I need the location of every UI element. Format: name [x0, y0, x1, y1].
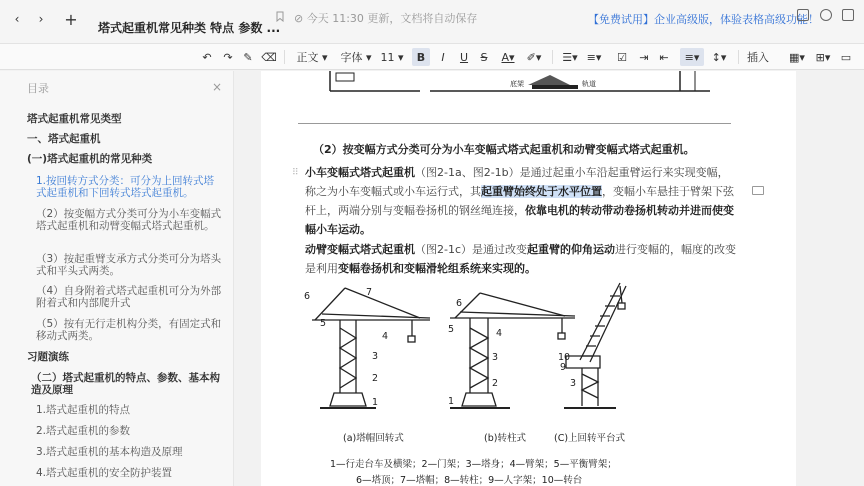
comment-icon[interactable] [752, 186, 764, 195]
crane-label: 7 [366, 287, 373, 298]
bold-text: 小车变幅式塔式起重机 [305, 166, 415, 179]
toc-item[interactable]: 一、塔式起重机 [27, 133, 101, 145]
bold-text: 变幅卷扬机和变幅滑轮组系统来实现的。 [338, 262, 536, 275]
toc-item[interactable]: 2.塔式起重机的参数 [36, 425, 131, 437]
crane-label: 3 [492, 352, 499, 363]
share-icon[interactable] [842, 9, 854, 21]
strikethrough-button[interactable]: S [480, 50, 488, 64]
crane-label: 6 [456, 298, 463, 309]
page-divider [298, 123, 731, 124]
insert-menu[interactable]: 插入 [747, 51, 769, 64]
drag-handle-icon[interactable]: ⠿ [292, 168, 299, 178]
clear-format-button[interactable]: ⌫ [261, 50, 277, 64]
history-icon[interactable] [797, 9, 809, 21]
divider [284, 50, 285, 64]
crane-label: 2 [492, 378, 499, 389]
toc-item[interactable]: （5）按有无行走机构分类，有固定式和移动式两类。 [36, 318, 222, 342]
paragraph [305, 240, 737, 278]
bold-text: 动臂变幅式塔式起重机 [305, 243, 415, 256]
text: （图2-1c）是通过改变 [415, 243, 528, 256]
checklist-button[interactable]: ☑ [617, 50, 627, 64]
forward-button[interactable] [30, 8, 52, 30]
crane-label: 5 [448, 324, 455, 335]
crane-label: 3 [372, 351, 379, 362]
indent-button[interactable]: ⇥ [639, 50, 649, 64]
toc-item-active[interactable]: 1.按回转方式分类：可分为上回转式塔式起重机和下回转式塔式起重机。 [36, 175, 215, 199]
divider [738, 50, 739, 64]
figure-label: 轨道 [582, 80, 596, 88]
chevron-down-icon: › [38, 12, 44, 26]
bold-text: 依靠电机的转动带动卷扬机转动并进而使变幅小车运动。 [305, 204, 734, 236]
back-button[interactable] [6, 8, 28, 30]
undo-button[interactable]: ↶ [202, 50, 212, 64]
bold-text: 起重臂的仰角运动 [527, 243, 616, 256]
document-title[interactable]: 塔式起重机常见种类 特点 参数 ... [98, 21, 281, 35]
toc-item[interactable]: （3）按起重臂支承方式分类可分为塔头式和平头式两类。 [36, 253, 222, 277]
crane-label: 1 [372, 397, 379, 408]
comment-button[interactable]: ▭ [840, 50, 852, 64]
format-toolbar [0, 44, 864, 70]
underline-button[interactable]: U [459, 50, 469, 64]
close-icon[interactable]: × [212, 80, 223, 94]
toc-header: 目录 [27, 82, 49, 95]
crane-label: 4 [382, 331, 389, 342]
font-family-select[interactable]: 字体 ▾ [340, 50, 372, 64]
crane-label: 6 [304, 291, 311, 302]
font-label: 字体 [340, 51, 363, 64]
figure-caption: (a)塔帽回转式 [343, 433, 404, 444]
table-button[interactable]: ▦▾ [789, 50, 805, 64]
plus-icon: + [64, 9, 78, 29]
paragraph [305, 163, 737, 239]
italic-button[interactable]: I [441, 50, 445, 64]
line-spacing-button[interactable]: ↕▾ [711, 50, 727, 64]
paragraph-style-select[interactable]: 正文 ▾ [296, 50, 328, 64]
figure-caption: (b)转柱式 [484, 433, 526, 444]
list-button[interactable]: ☰▾ [562, 50, 578, 64]
highlight-button[interactable]: ✐▾ [526, 50, 542, 64]
figure-legend: 6—塔顶；7—塔帽；8—转柱；9—人字架；10—转台 [356, 475, 583, 486]
align-button[interactable]: ≡▾ [680, 48, 704, 66]
outdent-button[interactable]: ⇤ [659, 50, 669, 64]
toc-item[interactable]: (一)塔式起重机的常见种类 [27, 153, 153, 165]
font-color-button[interactable]: A▾ [501, 50, 515, 64]
toc-item[interactable]: （2）按变幅方式分类可分为小车变幅式塔式起重机和动臂变幅式塔式起重机。 [36, 208, 222, 232]
table-of-contents [0, 71, 234, 486]
divider [552, 50, 553, 64]
crane-figure [300, 278, 740, 423]
format-painter-button[interactable]: ✎ [243, 50, 253, 64]
redo-button[interactable]: ↷ [223, 50, 233, 64]
crane-label: 10 [558, 352, 571, 363]
crane-label: 1 [448, 396, 455, 407]
back-icon: ‹ [14, 12, 20, 26]
text: ，变幅小车悬挂于臂架下弦杆上，两端分别与变幅卷扬机的钢丝绳连接， [305, 185, 734, 217]
figure-label: 底架 [510, 80, 524, 88]
figure-caption: (C)上回转平台式 [554, 433, 626, 444]
crane-label: 2 [372, 373, 379, 384]
text: 进行变幅的，幅度的改变是利用 [305, 243, 737, 275]
bookmark-icon[interactable] [276, 11, 284, 22]
crane-label: 3 [570, 378, 577, 389]
new-tab-button[interactable] [60, 8, 82, 30]
font-size-label: 11 [380, 50, 395, 64]
settings-icon[interactable] [820, 9, 832, 21]
numbered-list-button[interactable]: ≡▾ [586, 50, 602, 64]
font-size-select[interactable]: 11 ▾ [380, 50, 404, 64]
toc-item[interactable]: （4）自身附着式塔式起重机可分为外部附着式和内部爬升式 [36, 285, 222, 309]
crane-label: 4 [496, 328, 503, 339]
toc-item[interactable]: 习题演练 [27, 351, 69, 363]
promo-link[interactable]: 【免费试用】企业高级版，体验表格高级功能！ [588, 13, 819, 26]
toc-item[interactable]: 1.塔式起重机的特点 [36, 404, 131, 416]
highlighted-text: 起重臂始终处于水平位置 [481, 185, 602, 198]
toc-item[interactable]: （二）塔式起重机的特点、参数、基本构造及原理 [31, 372, 220, 396]
more-button[interactable]: ⊞▾ [815, 50, 831, 64]
crane-label: 5 [320, 318, 327, 329]
paragraph-style-label: 正文 [296, 51, 319, 64]
figure-legend: 1—行走台车及横梁；2—门架；3—塔身；4—臂架；5—平衡臂架； [330, 459, 617, 470]
bold-button[interactable]: B [412, 48, 430, 66]
section-heading: （2）按变幅方式分类可分为小车变幅式塔式起重机和动臂变幅式塔式起重机。 [313, 143, 695, 156]
title-bar [0, 0, 864, 44]
text: （图2-1a、图2-1b）是通过起重小车沿起重臂运行来实现变幅，称之为小车变幅式或小车运行式，其 [305, 166, 729, 198]
toc-item[interactable]: 塔式起重机常见类型 [27, 113, 122, 125]
toc-item[interactable]: 3.塔式起重机的基本构造及原理 [36, 446, 183, 458]
toc-item[interactable]: 4.塔式起重机的安全防护装置 [36, 467, 173, 479]
save-status: ⊘ 今天 11:30 更新，文档将自动保存 [294, 12, 478, 25]
crane-label: 9 [560, 362, 567, 373]
